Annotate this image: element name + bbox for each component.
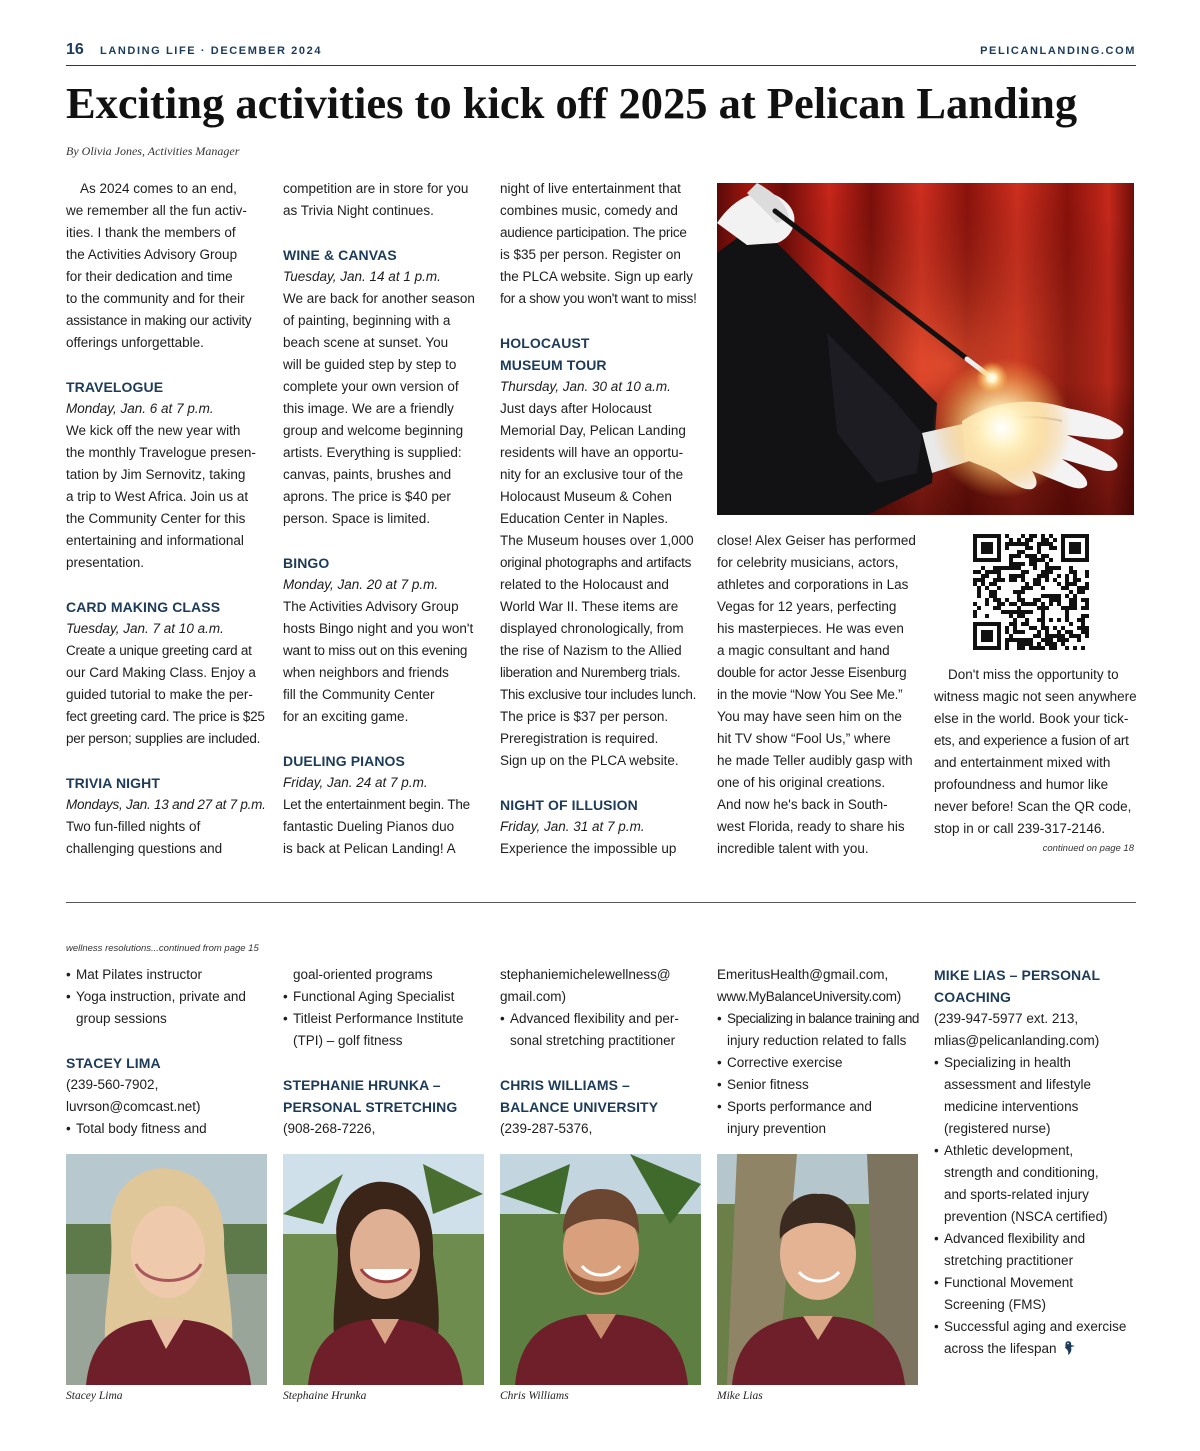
holocaust-heading-2: MUSEUM TOUR bbox=[500, 357, 607, 373]
chris-phone: (239-287-5376, bbox=[500, 1121, 593, 1136]
list-item-cont: medicine interventions bbox=[944, 1099, 1079, 1114]
dueling-pianos-line: is $35 per person. Register on bbox=[500, 247, 681, 262]
list-item-cont: (registered nurse) bbox=[944, 1121, 1051, 1136]
chris-website[interactable]: www.MyBalanceUniversity.com) bbox=[717, 989, 902, 1004]
closing-line: ets, and experience a fusion of art bbox=[934, 733, 1129, 748]
intro-line: As 2024 comes to an end, bbox=[80, 181, 237, 196]
card-making-heading: CARD MAKING CLASS bbox=[66, 599, 221, 615]
travelogue-line: We kick off the new year with bbox=[66, 423, 241, 438]
article-column-2 bbox=[283, 178, 488, 860]
photo-caption: Stephaine Hrunka bbox=[283, 1390, 367, 1402]
bingo-line: when neighbors and friends bbox=[283, 665, 449, 680]
page-number: 16 bbox=[66, 41, 84, 58]
bingo-line: hosts Bingo night and you won't bbox=[283, 621, 474, 636]
holocaust-line: liberation and Nuremberg trials. bbox=[500, 665, 681, 680]
list-item-cont: sonal stretching practitioner bbox=[510, 1033, 676, 1048]
stephanie-email[interactable]: stephaniemichelewellness@ bbox=[500, 967, 671, 982]
bingo-line: fill the Community Center bbox=[283, 687, 435, 702]
dueling-pianos-line: fantastic Dueling Pianos duo bbox=[283, 819, 455, 834]
wellness-column-1 bbox=[66, 964, 276, 1140]
travelogue-line: the Community Center for this bbox=[66, 511, 246, 526]
list-item-cont: injury reduction related to falls bbox=[727, 1033, 907, 1048]
illusion-line: in the movie “Now You See Me.” bbox=[717, 687, 903, 702]
stephanie-phone: (908-268-7226, bbox=[283, 1121, 376, 1136]
list-item: • Specializing in health bbox=[934, 1052, 1144, 1074]
dueling-pianos-heading: DUELING PIANOS bbox=[283, 753, 405, 769]
intro-line: ities. I thank the members of bbox=[66, 225, 236, 240]
trivia-heading: TRIVIA NIGHT bbox=[66, 775, 161, 791]
dueling-pianos-line: Let the entertainment begin. The bbox=[283, 797, 470, 812]
wine-canvas-heading: WINE & CANVAS bbox=[283, 247, 397, 263]
card-making-line: fect greeting card. The price is $25 bbox=[66, 709, 265, 724]
trivia-line: Two fun-filled nights of bbox=[66, 819, 201, 834]
continued-notice: continued on page 18 bbox=[1042, 843, 1134, 854]
holocaust-line: The price is $37 per person. bbox=[500, 709, 669, 724]
list-item-cont bbox=[934, 1338, 1144, 1363]
list-item: • Successful aging and exercise bbox=[934, 1316, 1144, 1338]
dueling-pianos-line: audience participation. The price bbox=[500, 225, 687, 240]
wellness-column-3 bbox=[500, 964, 710, 1140]
photo-caption: Chris Williams bbox=[500, 1390, 569, 1402]
intro-line: offerings unforgettable. bbox=[66, 335, 204, 350]
intro-line: for their dedication and time bbox=[66, 269, 233, 284]
intro-line: assistance in making our activity bbox=[66, 313, 252, 328]
card-making-line: Create a unique greeting card at bbox=[66, 643, 252, 658]
holocaust-line: Education Center in Naples. bbox=[500, 511, 669, 526]
holocaust-line: This exclusive tour includes lunch. bbox=[500, 687, 697, 702]
website-link[interactable]: PELICANLANDING.COM bbox=[980, 45, 1136, 57]
wine-canvas-line: beach scene at sunset. You bbox=[283, 335, 449, 350]
list-item: • Functional Movement bbox=[934, 1272, 1144, 1294]
list-item-cont: prevention (NSCA certified) bbox=[944, 1209, 1108, 1224]
travelogue-line: tation by Jim Sernovitz, taking bbox=[66, 467, 246, 482]
closing-line: profoundness and humor like bbox=[934, 777, 1109, 792]
holocaust-line: the rise of Nazism to the Allied bbox=[500, 643, 682, 658]
mike-heading: MIKE LIAS – PERSONAL bbox=[934, 967, 1101, 983]
portrait-mike-lias bbox=[717, 1154, 918, 1385]
publication-name: LANDING LIFE · DECEMBER 2024 bbox=[100, 45, 323, 57]
holocaust-line: original photographs and artifacts bbox=[500, 555, 692, 570]
wine-canvas-line: We are back for another season bbox=[283, 291, 475, 306]
wine-canvas-line: will be guided step by step to bbox=[283, 357, 457, 372]
wellness-column-4 bbox=[717, 964, 927, 1140]
list-item-cont: stretching practitioner bbox=[944, 1253, 1074, 1268]
illusion-line: athletes and corporations in Las bbox=[717, 577, 909, 592]
dueling-pianos-line: combines music, comedy and bbox=[500, 203, 678, 218]
list-item: • Advanced flexibility and per- bbox=[500, 1008, 710, 1030]
list-item-text: across the lifespan bbox=[944, 1341, 1057, 1356]
holocaust-date: Thursday, Jan. 30 at 10 a.m. bbox=[500, 379, 671, 394]
holocaust-line: displayed chronologically, from bbox=[500, 621, 684, 636]
photo-caption: Stacey Lima bbox=[66, 1390, 123, 1402]
intro-line: to the community and for their bbox=[66, 291, 245, 306]
list-item: • Senior fitness bbox=[717, 1074, 927, 1096]
intro-line: we remember all the fun activ- bbox=[66, 203, 247, 218]
holocaust-line: Memorial Day, Pelican Landing bbox=[500, 423, 686, 438]
section-divider bbox=[66, 902, 1136, 903]
holocaust-line: The Museum houses over 1,000 bbox=[500, 533, 694, 548]
stacey-email[interactable]: luvrson@comcast.net) bbox=[66, 1099, 201, 1114]
wine-canvas-line: aprons. The price is $40 per bbox=[283, 489, 451, 504]
holocaust-line: related to the Holocaust and bbox=[500, 577, 669, 592]
mike-email[interactable]: mlias@pelicanlanding.com) bbox=[934, 1033, 1100, 1048]
list-item: • Corrective exercise bbox=[717, 1052, 927, 1074]
illusion-line: Experience the impossible up bbox=[500, 841, 677, 856]
chris-email[interactable]: EmeritusHealth@gmail.com, bbox=[717, 967, 889, 982]
card-making-line: our Card Making Class. Enjoy a bbox=[66, 665, 256, 680]
closing-line: else in the world. Book your tick- bbox=[934, 711, 1129, 726]
article-column-1 bbox=[66, 178, 271, 860]
bingo-line: The Activities Advisory Group bbox=[283, 599, 459, 614]
closing-line: stop in or call 239-317-2146. bbox=[934, 821, 1106, 836]
list-item: • Functional Aging Specialist bbox=[283, 986, 493, 1008]
holocaust-line: nity for an exclusive tour of the bbox=[500, 467, 684, 482]
list-item: • Total body fitness and bbox=[66, 1118, 276, 1140]
dueling-pianos-line: night of live entertainment that bbox=[500, 181, 681, 196]
dueling-pianos-line: is back at Pelican Landing! A bbox=[283, 841, 456, 856]
trivia-line: challenging questions and bbox=[66, 841, 223, 856]
trivia-date: Mondays, Jan. 13 and 27 at 7 p.m. bbox=[66, 797, 266, 812]
illusion-line: one of his original creations. bbox=[717, 775, 886, 790]
list-item-cont: strength and conditioning, bbox=[944, 1165, 1099, 1180]
mike-heading-2: COACHING bbox=[934, 989, 1012, 1005]
portrait-stephanie-hrunka bbox=[283, 1154, 484, 1385]
holocaust-line: residents will have an opportu- bbox=[500, 445, 684, 460]
list-item-cont: group sessions bbox=[76, 1011, 167, 1026]
portrait-stacey-lima bbox=[66, 1154, 267, 1385]
list-item-cont: Screening (FMS) bbox=[944, 1297, 1047, 1312]
list-item: • Titleist Performance Institute bbox=[283, 1008, 493, 1030]
illusion-line: double for actor Jesse Eisenburg bbox=[717, 665, 907, 680]
card-making-date: Tuesday, Jan. 7 at 10 a.m. bbox=[66, 621, 224, 636]
chris-heading: CHRIS WILLIAMS – bbox=[500, 1077, 630, 1093]
bingo-heading: BINGO bbox=[283, 555, 330, 571]
continued-from-notice: wellness resolutions...continued from page 15 bbox=[66, 943, 259, 954]
article-column-5 bbox=[934, 664, 1139, 840]
bingo-date: Monday, Jan. 20 at 7 p.m. bbox=[283, 577, 439, 592]
travelogue-date: Monday, Jan. 6 at 7 p.m. bbox=[66, 401, 214, 416]
holocaust-line: World War II. These items are bbox=[500, 599, 679, 614]
trivia-line: competition are in store for you bbox=[283, 181, 469, 196]
stephanie-email-2[interactable]: gmail.com) bbox=[500, 989, 567, 1004]
wine-canvas-line: artists. Everything is supplied: bbox=[283, 445, 462, 460]
qr-code-icon[interactable] bbox=[973, 534, 1089, 650]
illusion-line: hit TV show “Fool Us,” where bbox=[717, 731, 891, 746]
illusion-line: incredible talent with you. bbox=[717, 841, 869, 856]
stephanie-heading: STEPHANIE HRUNKA – bbox=[283, 1077, 441, 1093]
stacey-phone: (239-560-7902, bbox=[66, 1077, 159, 1092]
dueling-pianos-line: for a show you won't want to miss! bbox=[500, 291, 697, 306]
holocaust-line: Preregistration is required. bbox=[500, 731, 659, 746]
travelogue-line: a trip to West Africa. Join us at bbox=[66, 489, 249, 504]
trivia-line: as Trivia Night continues. bbox=[283, 203, 434, 218]
bingo-line: for an exciting game. bbox=[283, 709, 409, 724]
illusion-line: his masterpieces. He was even bbox=[717, 621, 904, 636]
list-item: • Mat Pilates instructor bbox=[66, 964, 276, 986]
illusion-line: for celebrity musicians, actors, bbox=[717, 555, 899, 570]
illusion-line: Vegas for 12 years, perfecting bbox=[717, 599, 897, 614]
travelogue-line: the monthly Travelogue presen- bbox=[66, 445, 256, 460]
card-making-line: per person; supplies are included. bbox=[66, 731, 261, 746]
photo-caption: Mike Lias bbox=[717, 1390, 763, 1402]
list-item-cont: assessment and lifestyle bbox=[944, 1077, 1092, 1092]
wellness-column-5 bbox=[934, 964, 1144, 1363]
article-column-3 bbox=[500, 178, 705, 860]
wine-canvas-line: canvas, paints, brushes and bbox=[283, 467, 452, 482]
holocaust-line: Holocaust Museum & Cohen bbox=[500, 489, 672, 504]
illusion-line: he made Teller audibly gasp with bbox=[717, 753, 913, 768]
card-making-line: guided tutorial to make the per- bbox=[66, 687, 253, 702]
wine-canvas-date: Tuesday, Jan. 14 at 1 p.m. bbox=[283, 269, 441, 284]
illusion-line: And now he's back in South- bbox=[717, 797, 888, 812]
illusion-date: Friday, Jan. 31 at 7 p.m. bbox=[500, 819, 645, 834]
list-item: • Specializing in balance training and bbox=[717, 1008, 927, 1030]
bingo-line: want to miss out on this evening bbox=[283, 643, 468, 658]
wine-canvas-line: complete your own version of bbox=[283, 379, 459, 394]
stephanie-heading-2: PERSONAL STRETCHING bbox=[283, 1099, 458, 1115]
closing-line: never before! Scan the QR code, bbox=[934, 799, 1132, 814]
travelogue-heading: TRAVELOGUE bbox=[66, 379, 164, 395]
closing-line: Don't miss the opportunity to bbox=[948, 667, 1119, 682]
list-item: • Sports performance and bbox=[717, 1096, 927, 1118]
wine-canvas-line: person. Space is limited. bbox=[283, 511, 431, 526]
holocaust-heading: HOLOCAUST bbox=[500, 335, 590, 351]
wellness-column-2 bbox=[283, 964, 493, 1140]
illusion-line: You may have seen him on the bbox=[717, 709, 902, 724]
wine-canvas-line: group and welcome beginning bbox=[283, 423, 464, 438]
header-rule bbox=[66, 65, 1136, 66]
article-column-4 bbox=[717, 530, 922, 860]
list-item: • Advanced flexibility and bbox=[934, 1228, 1144, 1250]
closing-line: witness magic not seen anywhere bbox=[934, 689, 1137, 704]
dueling-pianos-date: Friday, Jan. 24 at 7 p.m. bbox=[283, 775, 428, 790]
holocaust-line: Just days after Holocaust bbox=[500, 401, 652, 416]
wine-canvas-line: of painting, beginning with a bbox=[283, 313, 451, 328]
article-title: Exciting activities to kick off 2025 at Pelican Landing bbox=[66, 78, 1078, 128]
list-item: • Athletic development, bbox=[934, 1140, 1144, 1162]
list-item: • Yoga instruction, private and bbox=[66, 986, 276, 1008]
dueling-pianos-line: the PLCA website. Sign up early bbox=[500, 269, 693, 284]
illusion-line: west Florida, ready to share his bbox=[717, 819, 905, 834]
illusion-line: a magic consultant and hand bbox=[717, 643, 890, 658]
portrait-chris-williams bbox=[500, 1154, 701, 1385]
byline: By Olivia Jones, Activities Manager bbox=[66, 144, 240, 158]
list-item-cont: goal-oriented programs bbox=[293, 967, 433, 982]
travelogue-line: entertaining and informational bbox=[66, 533, 244, 548]
closing-line: and entertainment mixed with bbox=[934, 755, 1111, 770]
stacey-heading: STACEY LIMA bbox=[66, 1055, 161, 1071]
travelogue-line: presentation. bbox=[66, 555, 145, 570]
list-item-cont: (TPI) – golf fitness bbox=[293, 1033, 403, 1048]
wine-canvas-line: this image. We are a friendly bbox=[283, 401, 454, 416]
chris-heading-2: BALANCE UNIVERSITY bbox=[500, 1099, 659, 1115]
illusion-line: close! Alex Geiser has performed bbox=[717, 533, 916, 548]
list-item-cont: and sports-related injury bbox=[944, 1187, 1089, 1202]
list-item-cont: injury prevention bbox=[727, 1121, 827, 1136]
magician-photo bbox=[717, 183, 1134, 515]
pelican-icon bbox=[1063, 1340, 1077, 1363]
mike-phone: (239-947-5977 ext. 213, bbox=[934, 1011, 1079, 1026]
illusion-heading: NIGHT OF ILLUSION bbox=[500, 797, 638, 813]
holocaust-line: Sign up on the PLCA website. bbox=[500, 753, 679, 768]
intro-line: the Activities Advisory Group bbox=[66, 247, 238, 262]
